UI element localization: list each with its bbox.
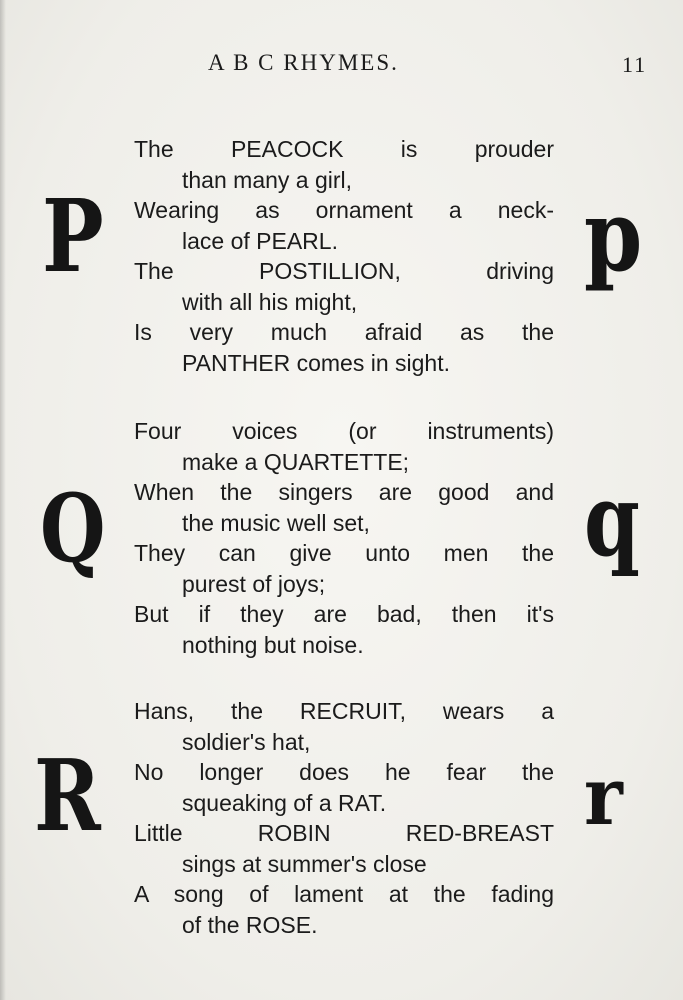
rhyme-line: But if they are bad, then it's bbox=[134, 601, 554, 627]
rhyme-line: nothing but noise. bbox=[182, 631, 364, 658]
rhyme-line: Little ROBIN RED-BREAST bbox=[134, 820, 554, 846]
rhyme-line: A song of lament at the fading bbox=[134, 881, 554, 907]
initial-letter-lowercase-p: p bbox=[584, 179, 643, 294]
rhyme-stanza-r bbox=[134, 696, 554, 940]
rhyme-line: with all his might, bbox=[182, 288, 358, 315]
rhyme-line: soldier's hat, bbox=[182, 728, 311, 755]
rhyme-line: Is very much afraid as the bbox=[134, 319, 554, 345]
initial-letter-lowercase-r: r bbox=[584, 749, 623, 843]
rhyme-line: The PEACOCK is prouder bbox=[134, 136, 554, 162]
rhyme-line: When the singers are good and bbox=[134, 479, 554, 505]
initial-letter-lowercase-q: q bbox=[584, 461, 640, 579]
rhyme-line: Four voices (or instruments) bbox=[134, 418, 554, 444]
rhyme-line: purest of joys; bbox=[182, 570, 326, 597]
rhyme-line: No longer does he fear the bbox=[134, 759, 554, 785]
initial-letter-uppercase-p: P bbox=[42, 177, 104, 295]
rhyme-stanza-q bbox=[134, 416, 554, 660]
rhyme-line: lace of PEARL. bbox=[182, 227, 338, 254]
initial-letter-uppercase-r: R bbox=[34, 739, 101, 854]
rhyme-line: The POSTILLION, driving bbox=[134, 258, 554, 284]
rhyme-line: They can give unto men the bbox=[134, 540, 554, 566]
initial-letter-uppercase-q: Q bbox=[40, 474, 106, 584]
rhyme-line: squeaking of a RAT. bbox=[182, 789, 387, 816]
rhyme-line: Wearing as ornament a neck- bbox=[134, 197, 554, 223]
rhyme-line: the music well set, bbox=[182, 509, 370, 536]
running-head: A B C RHYMES. bbox=[208, 50, 399, 75]
page-number: 11 bbox=[622, 52, 648, 77]
rhyme-line: sings at summer's close bbox=[182, 850, 427, 877]
page-edge-shadow bbox=[0, 0, 6, 1000]
rhyme-line: of the ROSE. bbox=[182, 911, 318, 938]
rhyme-stanza-p bbox=[134, 134, 554, 378]
rhyme-line: PANTHER comes in sight. bbox=[182, 349, 450, 376]
rhyme-line: make a QUARTETTE; bbox=[182, 448, 410, 475]
rhyme-line: Hans, the RECRUIT, wears a bbox=[134, 698, 554, 724]
rhyme-line: than many a girl, bbox=[182, 166, 353, 193]
